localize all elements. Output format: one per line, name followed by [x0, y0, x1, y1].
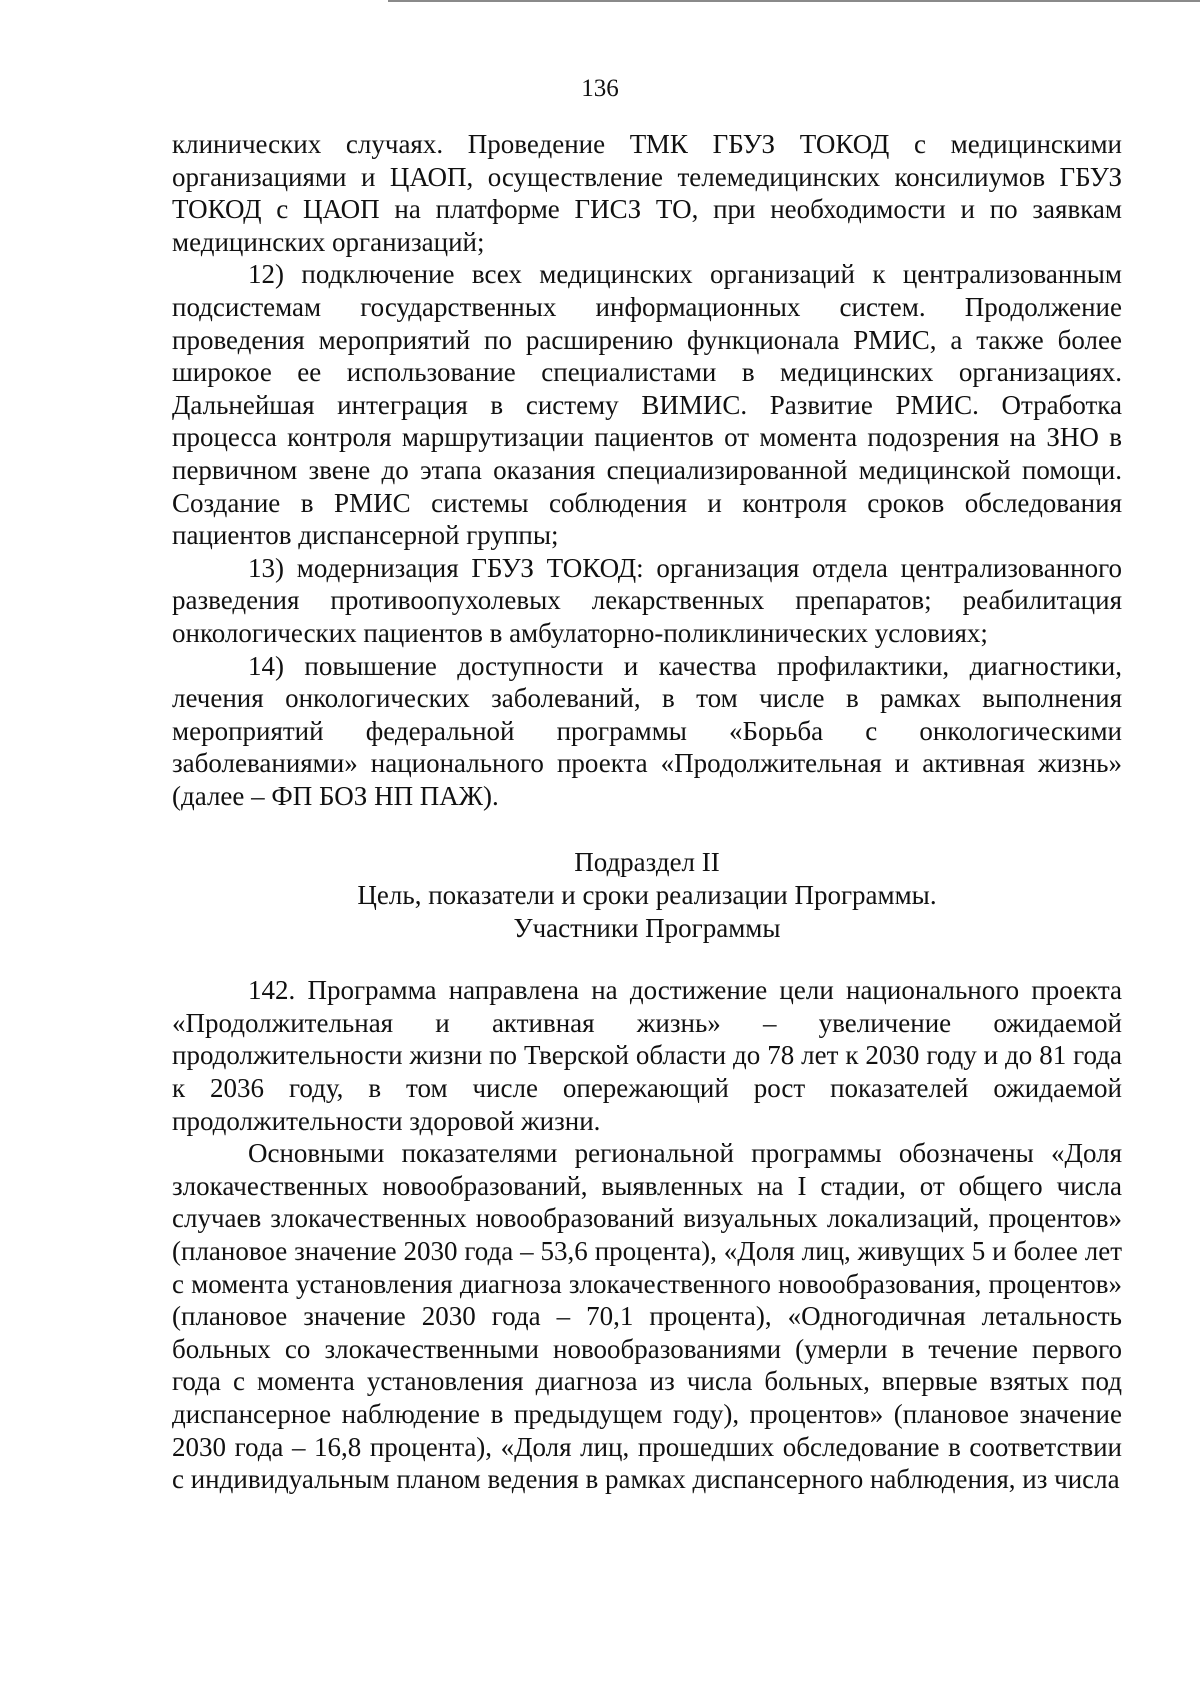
section-heading-subtitle: Участники Программы [513, 912, 781, 943]
paragraph-continuation: клинических случаях. Проведение ТМК ГБУЗ ТОКОД с медицинскими организациями и ЦАОП, осуществление телемедицинских консилиумов ГБУЗ ТОКОД с ЦАОП на платформе ГИСЗ ТО, при необходимости и по заявкам медицинских организаций; [172, 129, 1122, 257]
section-heading-title: Цель, показатели и сроки реализации Программы. [357, 880, 937, 911]
section-content [172, 974, 1122, 1496]
section-heading-number: Подраздел II [574, 847, 720, 878]
list-item-13: 13) модернизация ГБУЗ ТОКОД: организация отдела централизованного разведения противоопухолевых лекарственных препаратов; реабилитация онкологических пациентов в амбулаторно-поликлинических условиях; [172, 552, 1122, 648]
section-heading [172, 846, 1122, 944]
paragraph-142: 142. Программа направлена на достижение цели национального проекта «Продолжительная и активная жизнь» – увеличение ожидаемой продолжительности жизни по Тверской области до 78 лет к 2030 году и до 81 года к 2036 году, в том числе опережающий рост показателей ожидаемой продолжительности здоровой жизни. [172, 975, 1122, 1136]
document-body [172, 128, 1122, 1496]
list-item-14: 14) повышение доступности и качества профилактики, диагностики, лечения онкологических заболеваний, в том числе в рамках выполнения мероприятий федеральной программы «Борьба с онкологическими заболеваниями» национального проекта «Продолжительная и активная жизнь» (далее – ФП БОЗ НП ПАЖ). [172, 650, 1122, 811]
paragraph-indicators: Основными показателями региональной программы обозначены «Доля злокачественных новообразований, выявленных на I стадии, от общего числа случаев злокачественных новообразований визуальных локализаций, процентов» (плановое значение 2030 года – 53,6 процента), «Доля лиц, живущих 5 и более лет с момента установления диагноза злокачественного новообразования, процентов» (плановое значение 2030 года – 70,1 процента), «Одногодичная летальность больных со злокачественными новообразованиями (умерли в течение первого года с момента установления диагноза из числа больных, впервые взятых под диспансерное наблюдение в предыдущем году), процентов» (плановое значение 2030 года – 16,8 процента), «Доля лиц, прошедших обследование в соответствии с индивидуальным планом ведения в рамках диспансерного наблюдения, из числа [172, 1138, 1122, 1495]
list-item-12: 12) подключение всех медицинских организаций к централизованным подсистемам государственных информационных систем. Продолжение проведения мероприятий по расширению функционала РМИС, а также более широкое ее использование специалистами в медицинских организациях. Дальнейшая интеграция в систему ВИМИС. Развитие РМИС. Отработка процесса контроля маршрутизации пациентов от момента подозрения на ЗНО в первичном звене до этапа оказания специализированной медицинской помощи. Создание в РМИС системы соблюдения и контроля сроков обследования пациентов диспансерной группы; [172, 259, 1122, 551]
page-number: 136 [581, 75, 619, 102]
scan-edge-line [388, 0, 1200, 2]
